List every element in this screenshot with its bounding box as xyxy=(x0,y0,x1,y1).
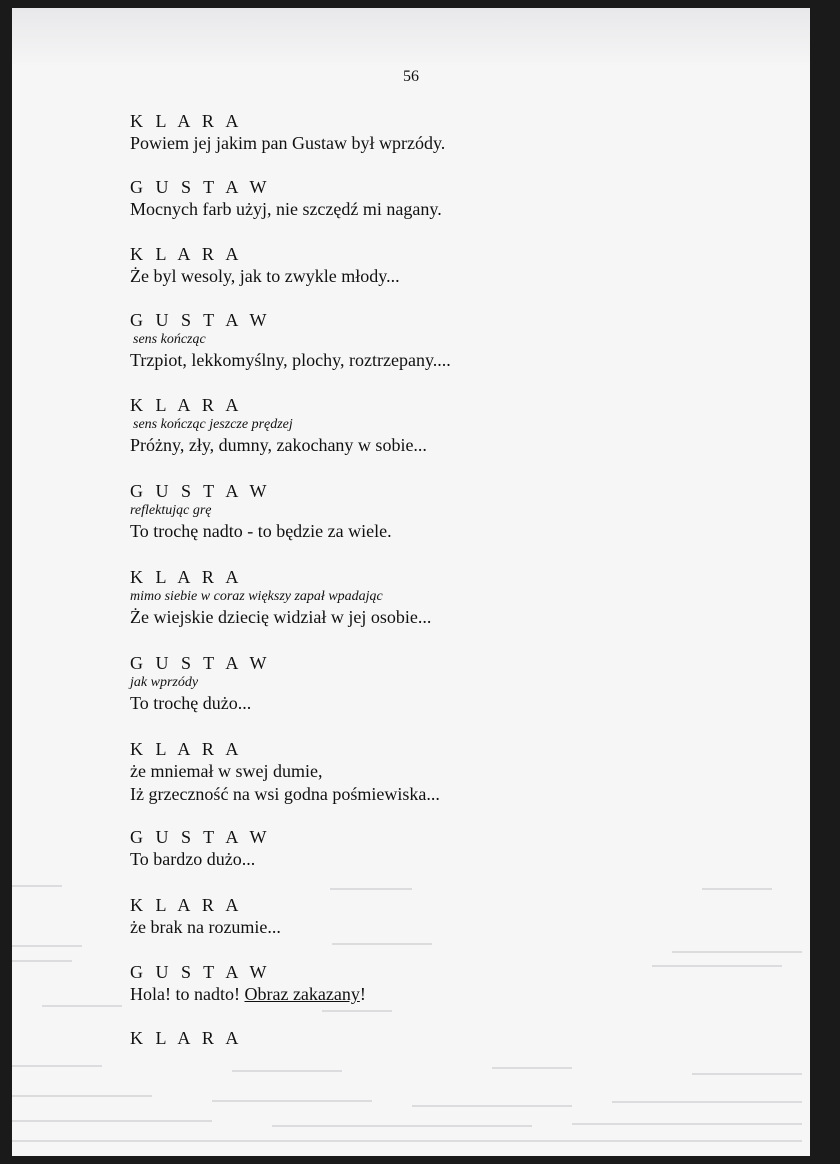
dialogue-line: Trzpiot, lekkomyślny, plochy, roztrzepany.... xyxy=(130,350,451,370)
dialogue-line: że brak na rozumie... xyxy=(130,917,281,937)
speaker-name: K L A R A xyxy=(130,244,243,264)
speaker-name: G U S T A W xyxy=(130,310,271,330)
dialogue-line: To trochę dużo... xyxy=(130,693,252,713)
dialogue-line: Powiem jej jakim pan Gustaw był wprzódy. xyxy=(130,133,446,153)
dialogue-line: Że wiejskie dziecię widział w jej osobie... xyxy=(130,607,432,627)
dialogue-line xyxy=(130,983,366,1006)
line-text: Hola! to nadto! xyxy=(130,984,240,1004)
stage-direction: mimo siebie w coraz większy zapał wpadając xyxy=(130,589,383,604)
speaker-name: K L A R A xyxy=(130,1028,243,1048)
dialogue-line: To bardzo dużo... xyxy=(130,849,256,869)
dialogue-block xyxy=(130,1027,242,1049)
dialogue-block xyxy=(130,309,451,372)
dialogue-block xyxy=(130,176,442,221)
speaker-name: G U S T A W xyxy=(130,481,271,501)
speaker-name: K L A R A xyxy=(130,567,243,587)
stage-direction: jak wprzódy xyxy=(130,675,199,690)
speaker-name: G U S T A W xyxy=(130,827,271,847)
page-number: 56 xyxy=(403,68,419,85)
dialogue-line: że mniemał w swej dumie, xyxy=(130,761,323,781)
speaker-name: G U S T A W xyxy=(130,177,271,197)
dialogue-line: To trochę nadto - to będzie za wiele. xyxy=(130,521,392,541)
dialogue-block xyxy=(130,826,271,871)
dialogue-block xyxy=(130,961,366,1006)
dialogue-line: Mocnych farb użyj, nie szczędź mi nagany. xyxy=(130,199,442,219)
underlined-text: Obraz zakazany xyxy=(244,984,360,1004)
stage-direction: reflektując grę xyxy=(130,503,212,518)
speaker-name: K L A R A xyxy=(130,739,243,759)
dialogue-block xyxy=(130,738,440,806)
dialogue-block xyxy=(130,566,431,629)
dialogue-line: Iż grzeczność na wsi godna pośmiewiska... xyxy=(130,784,440,804)
stage-direction: sens kończąc xyxy=(133,332,206,347)
speaker-name: G U S T A W xyxy=(130,962,271,982)
dialogue-block xyxy=(130,243,400,288)
speaker-name: K L A R A xyxy=(130,395,243,415)
dialogue-block xyxy=(130,394,427,457)
dialogue-line: Próżny, zły, dumny, zakochany w sobie... xyxy=(130,435,427,455)
speaker-name: K L A R A xyxy=(130,111,243,131)
speaker-name: G U S T A W xyxy=(130,653,271,673)
speaker-name: K L A R A xyxy=(130,895,243,915)
stage-direction: sens kończąc jeszcze prędzej xyxy=(133,417,293,432)
dialogue-block xyxy=(130,480,392,543)
dialogue-block xyxy=(130,894,281,939)
document-page xyxy=(12,8,810,1156)
dialogue-block xyxy=(130,652,271,715)
dialogue-block xyxy=(130,110,445,155)
dialogue-line: Że byl wesoly, jak to zwykle młody... xyxy=(130,266,400,286)
line-punctuation: ! xyxy=(359,984,366,1004)
